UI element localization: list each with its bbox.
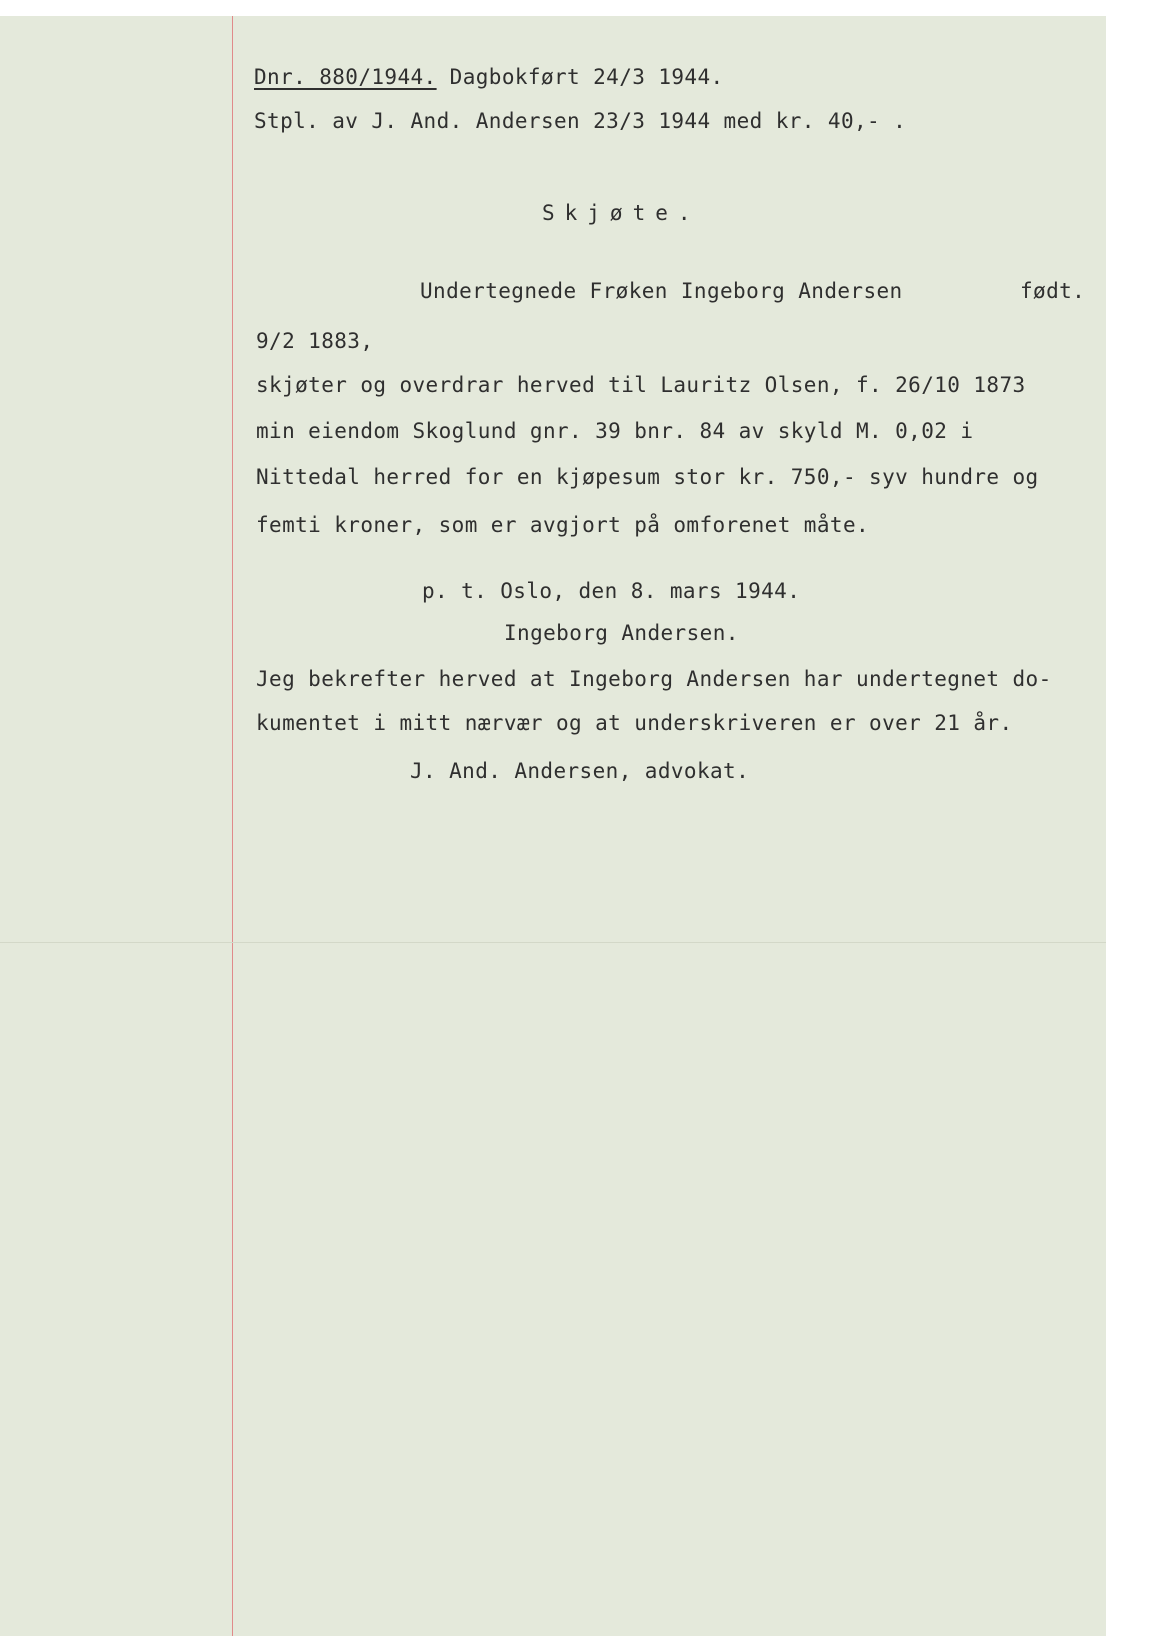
margin-rule [232,16,233,1636]
attestation-signer: J. And. Andersen, advokat. [410,759,750,783]
body-line-3: skjøter og overdrar herved til Lauritz Olsen, f. 26/10 1873 [256,373,1026,397]
attestation-line-1: Jeg bekrefter herved at Ingeborg Andersen har undertegnet do- [256,667,1052,691]
page-fold-line [0,942,1106,943]
scan-top-border [0,0,1154,16]
signer-name: Ingeborg Andersen. [504,621,739,645]
body-line-2: 9/2 1883, [256,329,374,353]
body-line-1: Undertegnede Frøken Ingeborg Andersen [420,279,903,303]
body-line-6: femti kroner, som er avgjort på omforenet måte. [256,513,870,537]
document-number: Dnr. 880/1944. [254,65,437,89]
place-date-line: p. t. Oslo, den 8. mars 1944. [422,579,801,603]
body-line-5: Nittedal herred for en kjøpesum stor kr. 750,- syv hundre og [256,465,1039,489]
journal-date: Dagbokført 24/3 1944. [436,65,724,89]
attestation-line-2: kumentet i mitt nærvær og at underskriveren er over 21 år. [256,711,1013,735]
body-line-1-born: født. [1020,279,1086,303]
stamp-duty-line: Stpl. av J. And. Andersen 23/3 1944 med kr. 40,- . [254,109,907,133]
document-title: Skjøte. [542,201,701,225]
header-registration-line [254,64,724,90]
body-line-4: min eiendom Skoglund gnr. 39 bnr. 84 av skyld M. 0,02 i [256,419,974,443]
scan-right-border [1106,0,1154,1636]
